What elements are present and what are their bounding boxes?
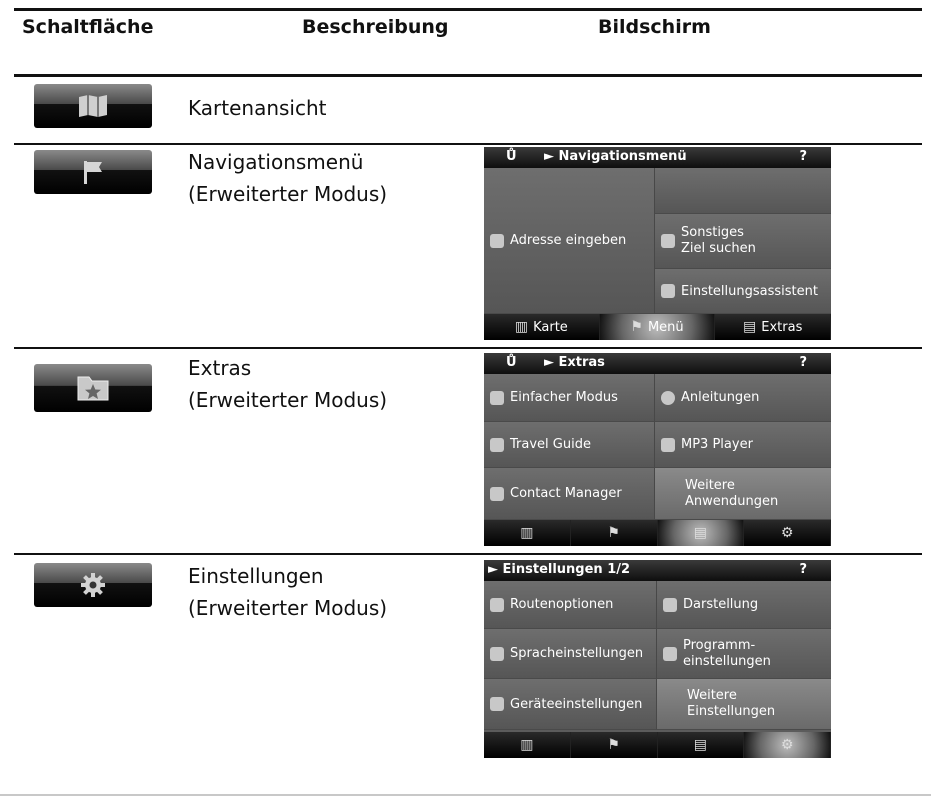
program-icon	[663, 647, 677, 661]
row-einstellungen-mode: (Erweiterter Modus)	[188, 596, 388, 620]
nav-item-sonstiges-ziel-label: Sonstiges Ziel suchen	[681, 225, 756, 256]
extras-tab-menue[interactable]	[571, 520, 658, 546]
navigationsmenue-screen	[484, 147, 831, 340]
extras-item-travel-guide-label: Travel Guide	[510, 437, 591, 452]
settings-tab-einstellungen[interactable]	[744, 732, 831, 758]
row2-rule	[14, 347, 922, 349]
extras-bottom-bar	[484, 520, 831, 546]
extras-item-travel-guide[interactable]	[484, 422, 654, 468]
flag-icon	[81, 159, 105, 185]
settings-item-programmeinstellungen[interactable]	[656, 629, 831, 679]
help-icon[interactable]: ?	[799, 562, 807, 577]
nav-tab-karte-label: Karte	[533, 319, 568, 335]
header-beschreibung: Beschreibung	[302, 16, 449, 38]
map-icon: ▥	[520, 737, 534, 753]
speech-icon	[490, 647, 504, 661]
nav-titlebar	[484, 147, 831, 168]
nav-screen-title: ► Navigationsmenü	[544, 149, 687, 164]
info-icon	[661, 391, 675, 405]
settings-bottom-bar	[484, 732, 831, 758]
nav-bottom-bar	[484, 314, 831, 340]
extras-item-weitere-anwendungen[interactable]	[654, 468, 831, 520]
travel-guide-icon	[490, 438, 504, 452]
power-icon[interactable]: Ů	[506, 149, 517, 164]
nav-tab-extras-label: Extras	[761, 319, 803, 335]
settings-item-darstellung[interactable]	[656, 581, 831, 629]
device-icon	[490, 697, 504, 711]
extras-item-mp3-player-label: MP3 Player	[681, 437, 753, 452]
settings-tab-extras[interactable]	[658, 732, 745, 758]
settings-item-spracheinstellungen[interactable]	[484, 629, 656, 679]
settings-tab-karte[interactable]	[484, 732, 571, 758]
map-icon: ▥	[514, 319, 529, 335]
assistant-icon	[661, 284, 675, 298]
gear-icon	[80, 572, 106, 598]
extras-item-mp3-player[interactable]	[654, 422, 831, 468]
settings-screen-title: ► Einstellungen 1/2	[488, 562, 631, 577]
map-icon	[78, 94, 108, 118]
nav-tab-menue[interactable]	[600, 314, 716, 340]
folder-star-icon: ▤	[743, 319, 757, 335]
nav-tab-extras[interactable]	[715, 314, 831, 340]
extras-item-anleitungen[interactable]	[654, 374, 831, 422]
einstellungen-button[interactable]	[34, 563, 152, 607]
contacts-icon	[490, 487, 504, 501]
nav-item-sonstiges-ziel[interactable]	[654, 214, 831, 269]
extras-item-contact-manager[interactable]	[484, 468, 654, 520]
row-extras-title: Extras	[188, 356, 252, 380]
folder-star-icon: ▤	[693, 525, 707, 541]
row-einstellungen-title: Einstellungen	[188, 564, 324, 588]
nav-item-top-right	[654, 168, 831, 214]
header-bildschirm: Bildschirm	[598, 16, 711, 38]
extras-item-einfacher-modus[interactable]	[484, 374, 654, 422]
extras-item-weitere-anwendungen-label: Weitere Anwendungen	[685, 477, 779, 509]
header-rule	[14, 74, 922, 77]
extras-tab-extras[interactable]	[658, 520, 745, 546]
simple-mode-icon	[490, 391, 504, 405]
music-icon	[661, 438, 675, 452]
settings-item-routenoptionen-label: Routenoptionen	[510, 597, 614, 612]
settings-titlebar	[484, 560, 831, 581]
power-icon[interactable]: Ů	[506, 355, 517, 370]
extras-tab-einstellungen[interactable]	[744, 520, 831, 546]
help-icon[interactable]: ?	[799, 355, 807, 370]
einstellungen-screen	[484, 560, 831, 758]
flag-icon: ⚑	[607, 525, 620, 541]
nav-tab-karte[interactable]	[484, 314, 600, 340]
extras-item-anleitungen-label: Anleitungen	[681, 390, 760, 405]
extras-screen-title: ► Extras	[544, 355, 605, 370]
settings-tab-menue[interactable]	[571, 732, 658, 758]
kartenansicht-button[interactable]	[34, 84, 152, 128]
settings-item-weitere-einstellungen[interactable]	[656, 679, 831, 730]
row-extras-mode: (Erweiterter Modus)	[188, 388, 388, 412]
settings-item-programmeinstellungen-label: Programm- einstellungen	[683, 637, 771, 669]
flag-icon: ⚑	[630, 319, 643, 335]
extras-titlebar	[484, 353, 831, 374]
extras-screen	[484, 353, 831, 546]
folder-star-icon	[75, 373, 111, 403]
settings-item-weitere-einstellungen-label: Weitere Einstellungen	[687, 688, 776, 719]
row-kartenansicht-title: Kartenansicht	[188, 96, 327, 120]
route-icon	[490, 598, 504, 612]
nav-item-adresse-label: Adresse eingeben	[510, 233, 627, 248]
folder-star-icon: ▤	[693, 737, 707, 753]
settings-item-geraeteeinstellungen[interactable]	[484, 679, 656, 730]
help-icon[interactable]: ?	[799, 149, 807, 164]
row-navigationsmenue-title: Navigationsmenü	[188, 150, 364, 174]
settings-item-geraeteeinstellungen-label: Geräteeinstellungen	[510, 696, 643, 712]
top-rule	[14, 8, 922, 11]
flag-icon: ⚑	[607, 737, 620, 753]
address-icon	[490, 234, 504, 248]
header-schaltflaeche: Schaltfläche	[22, 16, 154, 38]
extras-button[interactable]	[34, 364, 152, 412]
navigationsmenue-button[interactable]	[34, 150, 152, 194]
poi-icon	[661, 234, 675, 248]
settings-item-spracheinstellungen-label: Spracheinstellungen	[510, 646, 644, 661]
settings-item-routenoptionen[interactable]	[484, 581, 656, 629]
nav-item-adresse[interactable]	[484, 168, 654, 314]
nav-item-einstellungsassistent[interactable]	[654, 269, 831, 314]
gear-icon: ⚙	[780, 525, 794, 541]
row-navigationsmenue-mode: (Erweiterter Modus)	[188, 182, 388, 206]
gear-icon: ⚙	[780, 737, 794, 753]
extras-tab-karte[interactable]	[484, 520, 571, 546]
nav-tab-menue-label: Menü	[647, 319, 684, 335]
row3-rule	[14, 553, 922, 555]
page-bottom-rule	[0, 794, 931, 796]
extras-item-contact-manager-label: Contact Manager	[510, 486, 622, 501]
map-icon: ▥	[520, 525, 534, 541]
nav-item-einstellungsassistent-label: Einstellungsassistent	[681, 283, 818, 299]
row1-rule	[14, 143, 922, 145]
display-icon	[663, 598, 677, 612]
settings-item-darstellung-label: Darstellung	[683, 597, 759, 612]
extras-item-einfacher-modus-label: Einfacher Modus	[510, 390, 618, 405]
